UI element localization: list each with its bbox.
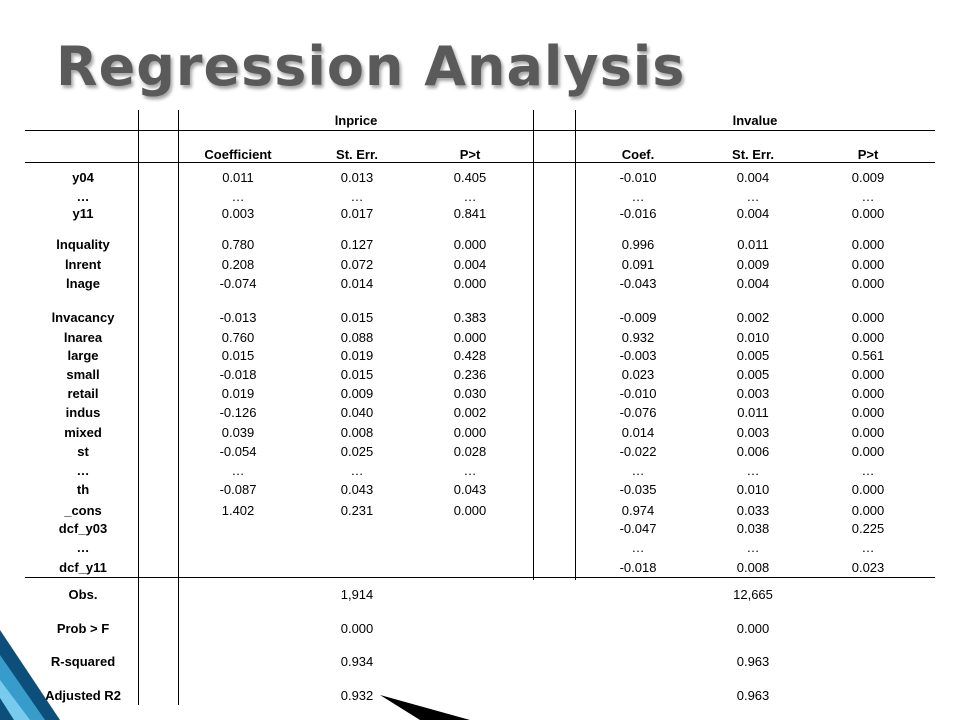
column-header: P>t: [857, 147, 879, 162]
table-cell: 0.015: [340, 310, 374, 325]
table-cell: …: [746, 189, 760, 204]
row-label: lnrent: [64, 257, 102, 272]
table-cell: 0.043: [340, 482, 374, 497]
table-cell: 0.004: [736, 276, 770, 291]
table-cell: 0.025: [340, 444, 374, 459]
table-cell: 0.088: [340, 330, 374, 345]
table-cell: 0.231: [340, 503, 374, 518]
table-cell: -0.126: [219, 405, 257, 420]
table-cell: …: [231, 463, 245, 478]
table-cell: 0.015: [340, 367, 374, 382]
stat-value-lnvalue: 0.963: [736, 654, 770, 669]
column-header: Coef.: [621, 147, 655, 162]
table-cell: -0.010: [619, 170, 657, 185]
row-label: lnage: [66, 276, 100, 291]
row-label: retail: [67, 386, 99, 401]
table-cell: -0.047: [619, 521, 657, 536]
row-label: _cons: [64, 503, 102, 518]
table-cell: 0.996: [621, 237, 655, 252]
row-label: lnquality: [56, 237, 110, 252]
table-cell: …: [861, 540, 875, 555]
row-label: small: [66, 367, 100, 382]
group-header-lnvalue: lnvalue: [732, 113, 778, 128]
table-cell: …: [350, 189, 364, 204]
stat-label: Adjusted R2: [45, 688, 121, 703]
table-cell: 0.000: [851, 503, 885, 518]
table-cell: …: [463, 189, 477, 204]
table-cell: 0.009: [851, 170, 885, 185]
table-cell: 0.000: [851, 310, 885, 325]
stat-label: Prob > F: [56, 621, 110, 636]
table-cell: 0.000: [851, 257, 885, 272]
table-cell: 0.009: [340, 386, 374, 401]
table-cell: -0.087: [219, 482, 257, 497]
table-cell: 0.000: [851, 444, 885, 459]
table-cell: 0.023: [621, 367, 655, 382]
table-cell: 0.010: [736, 482, 770, 497]
table-cell: 0.000: [851, 237, 885, 252]
table-cell: -0.013: [219, 310, 257, 325]
row-label: …: [76, 189, 90, 204]
column-header: St. Err.: [336, 147, 378, 162]
table-cell: 0.000: [851, 405, 885, 420]
table-cell: 0.760: [221, 330, 255, 345]
table-cell: …: [631, 540, 645, 555]
table-cell: 0.000: [851, 482, 885, 497]
table-cell: 0.000: [851, 206, 885, 221]
table-cell: 0.974: [621, 503, 655, 518]
table-cell: 0.011: [737, 237, 769, 252]
table-cell: -0.018: [219, 367, 257, 382]
table-cell: 0.072: [340, 257, 374, 272]
table-cell: 0.015: [221, 348, 255, 363]
table-cell: 0.780: [221, 237, 255, 252]
row-label: dcf_y03: [58, 521, 108, 536]
row-label: y04: [72, 170, 94, 185]
table-cell: 0.033: [736, 503, 770, 518]
column-header: Coefficient: [204, 147, 272, 162]
table-cell: -0.010: [619, 386, 657, 401]
decorative-corner: [0, 610, 470, 720]
stat-value-lnvalue: 0.000: [736, 621, 770, 636]
row-label: …: [76, 463, 90, 478]
table-cell: 0.091: [621, 257, 655, 272]
table-cell: 0.383: [453, 310, 487, 325]
column-header: P>t: [459, 147, 481, 162]
stat-value-lnprice: 0.000: [340, 621, 374, 636]
table-cell: -0.018: [619, 560, 657, 575]
table-cell: 0.002: [736, 310, 770, 325]
table-cell: 0.225: [851, 521, 885, 536]
table-cell: 0.019: [221, 386, 255, 401]
table-cell: 0.000: [453, 276, 487, 291]
table-cell: -0.074: [219, 276, 257, 291]
table-cell: 0.043: [453, 482, 487, 497]
table-cell: 0.030: [453, 386, 487, 401]
row-label: y11: [72, 206, 94, 221]
table-cell: 0.039: [221, 425, 255, 440]
table-divider: [533, 110, 534, 580]
table-cell: …: [631, 463, 645, 478]
table-cell: 0.000: [453, 330, 487, 345]
table-cell: 0.006: [736, 444, 770, 459]
table-cell: 0.019: [340, 348, 374, 363]
table-cell: …: [231, 189, 245, 204]
table-cell: 0.011: [737, 405, 769, 420]
table-cell: 0.014: [340, 276, 374, 291]
table-cell: …: [631, 189, 645, 204]
table-cell: 1.402: [221, 503, 255, 518]
row-label: dcf_y11: [59, 560, 107, 575]
row-label: mixed: [64, 425, 102, 440]
table-cell: 0.013: [340, 170, 374, 185]
table-cell: …: [463, 463, 477, 478]
table-cell: 0.000: [453, 237, 487, 252]
row-label: lnvacancy: [51, 310, 115, 325]
row-label: large: [67, 348, 99, 363]
stat-value-lnprice: 0.932: [340, 688, 374, 703]
table-cell: 0.000: [851, 330, 885, 345]
row-label: th: [76, 482, 90, 497]
table-cell: 0.011: [222, 170, 254, 185]
table-cell: 0.004: [736, 170, 770, 185]
table-cell: 0.028: [453, 444, 487, 459]
table-cell: 0.208: [221, 257, 255, 272]
table-cell: 0.000: [851, 367, 885, 382]
table-cell: …: [746, 540, 760, 555]
table-cell: 0.000: [851, 425, 885, 440]
stat-value-lnvalue: 0.963: [736, 688, 770, 703]
group-header-lnprice: lnprice: [334, 113, 378, 128]
table-cell: 0.038: [736, 521, 770, 536]
table-cell: 0.841: [453, 206, 487, 221]
table-cell: …: [861, 463, 875, 478]
table-cell: 0.005: [736, 348, 770, 363]
table-cell: 0.004: [736, 206, 770, 221]
row-label: indus: [65, 405, 101, 420]
table-cell: …: [350, 463, 364, 478]
table-cell: 0.009: [736, 257, 770, 272]
table-cell: -0.022: [619, 444, 657, 459]
table-cell: …: [746, 463, 760, 478]
table-cell: 0.127: [340, 237, 374, 252]
table-cell: 0.014: [621, 425, 655, 440]
table-rule: [25, 577, 935, 578]
table-cell: -0.009: [619, 310, 657, 325]
table-cell: -0.076: [619, 405, 657, 420]
table-cell: -0.035: [619, 482, 657, 497]
table-cell: 0.932: [621, 330, 655, 345]
table-cell: 0.428: [453, 348, 487, 363]
table-cell: 0.561: [851, 348, 885, 363]
table-cell: 0.040: [340, 405, 374, 420]
table-cell: 0.405: [453, 170, 487, 185]
stat-value-lnvalue: 12,665: [733, 587, 773, 602]
table-cell: -0.003: [619, 348, 657, 363]
stat-label: Obs.: [68, 587, 98, 602]
table-cell: 0.000: [453, 503, 487, 518]
table-cell: 0.002: [453, 405, 487, 420]
table-rule: [25, 162, 935, 163]
table-cell: 0.004: [453, 257, 487, 272]
table-cell: 0.010: [736, 330, 770, 345]
row-label: st: [77, 444, 89, 459]
table-cell: -0.016: [619, 206, 657, 221]
table-cell: 0.005: [736, 367, 770, 382]
table-cell: 0.003: [736, 425, 770, 440]
stat-value-lnprice: 0.934: [340, 654, 374, 669]
table-cell: 0.000: [851, 276, 885, 291]
table-cell: -0.043: [619, 276, 657, 291]
table-cell: 0.008: [736, 560, 770, 575]
table-cell: 0.000: [453, 425, 487, 440]
table-cell: 0.017: [340, 206, 374, 221]
table-cell: 0.236: [453, 367, 487, 382]
stat-value-lnprice: 1,914: [340, 587, 374, 602]
row-label: …: [76, 540, 90, 555]
column-header: St. Err.: [732, 147, 774, 162]
table-cell: 0.008: [340, 425, 374, 440]
table-cell: -0.054: [219, 444, 257, 459]
table-divider: [575, 110, 576, 580]
table-rule: [25, 130, 935, 131]
stat-label: R-squared: [50, 654, 116, 669]
row-label: lnarea: [63, 330, 103, 345]
table-cell: 0.003: [221, 206, 255, 221]
table-cell: 0.023: [851, 560, 885, 575]
table-cell: …: [861, 189, 875, 204]
table-cell: 0.003: [736, 386, 770, 401]
table-cell: 0.000: [851, 386, 885, 401]
page-title: Regression Analysis: [56, 35, 686, 98]
